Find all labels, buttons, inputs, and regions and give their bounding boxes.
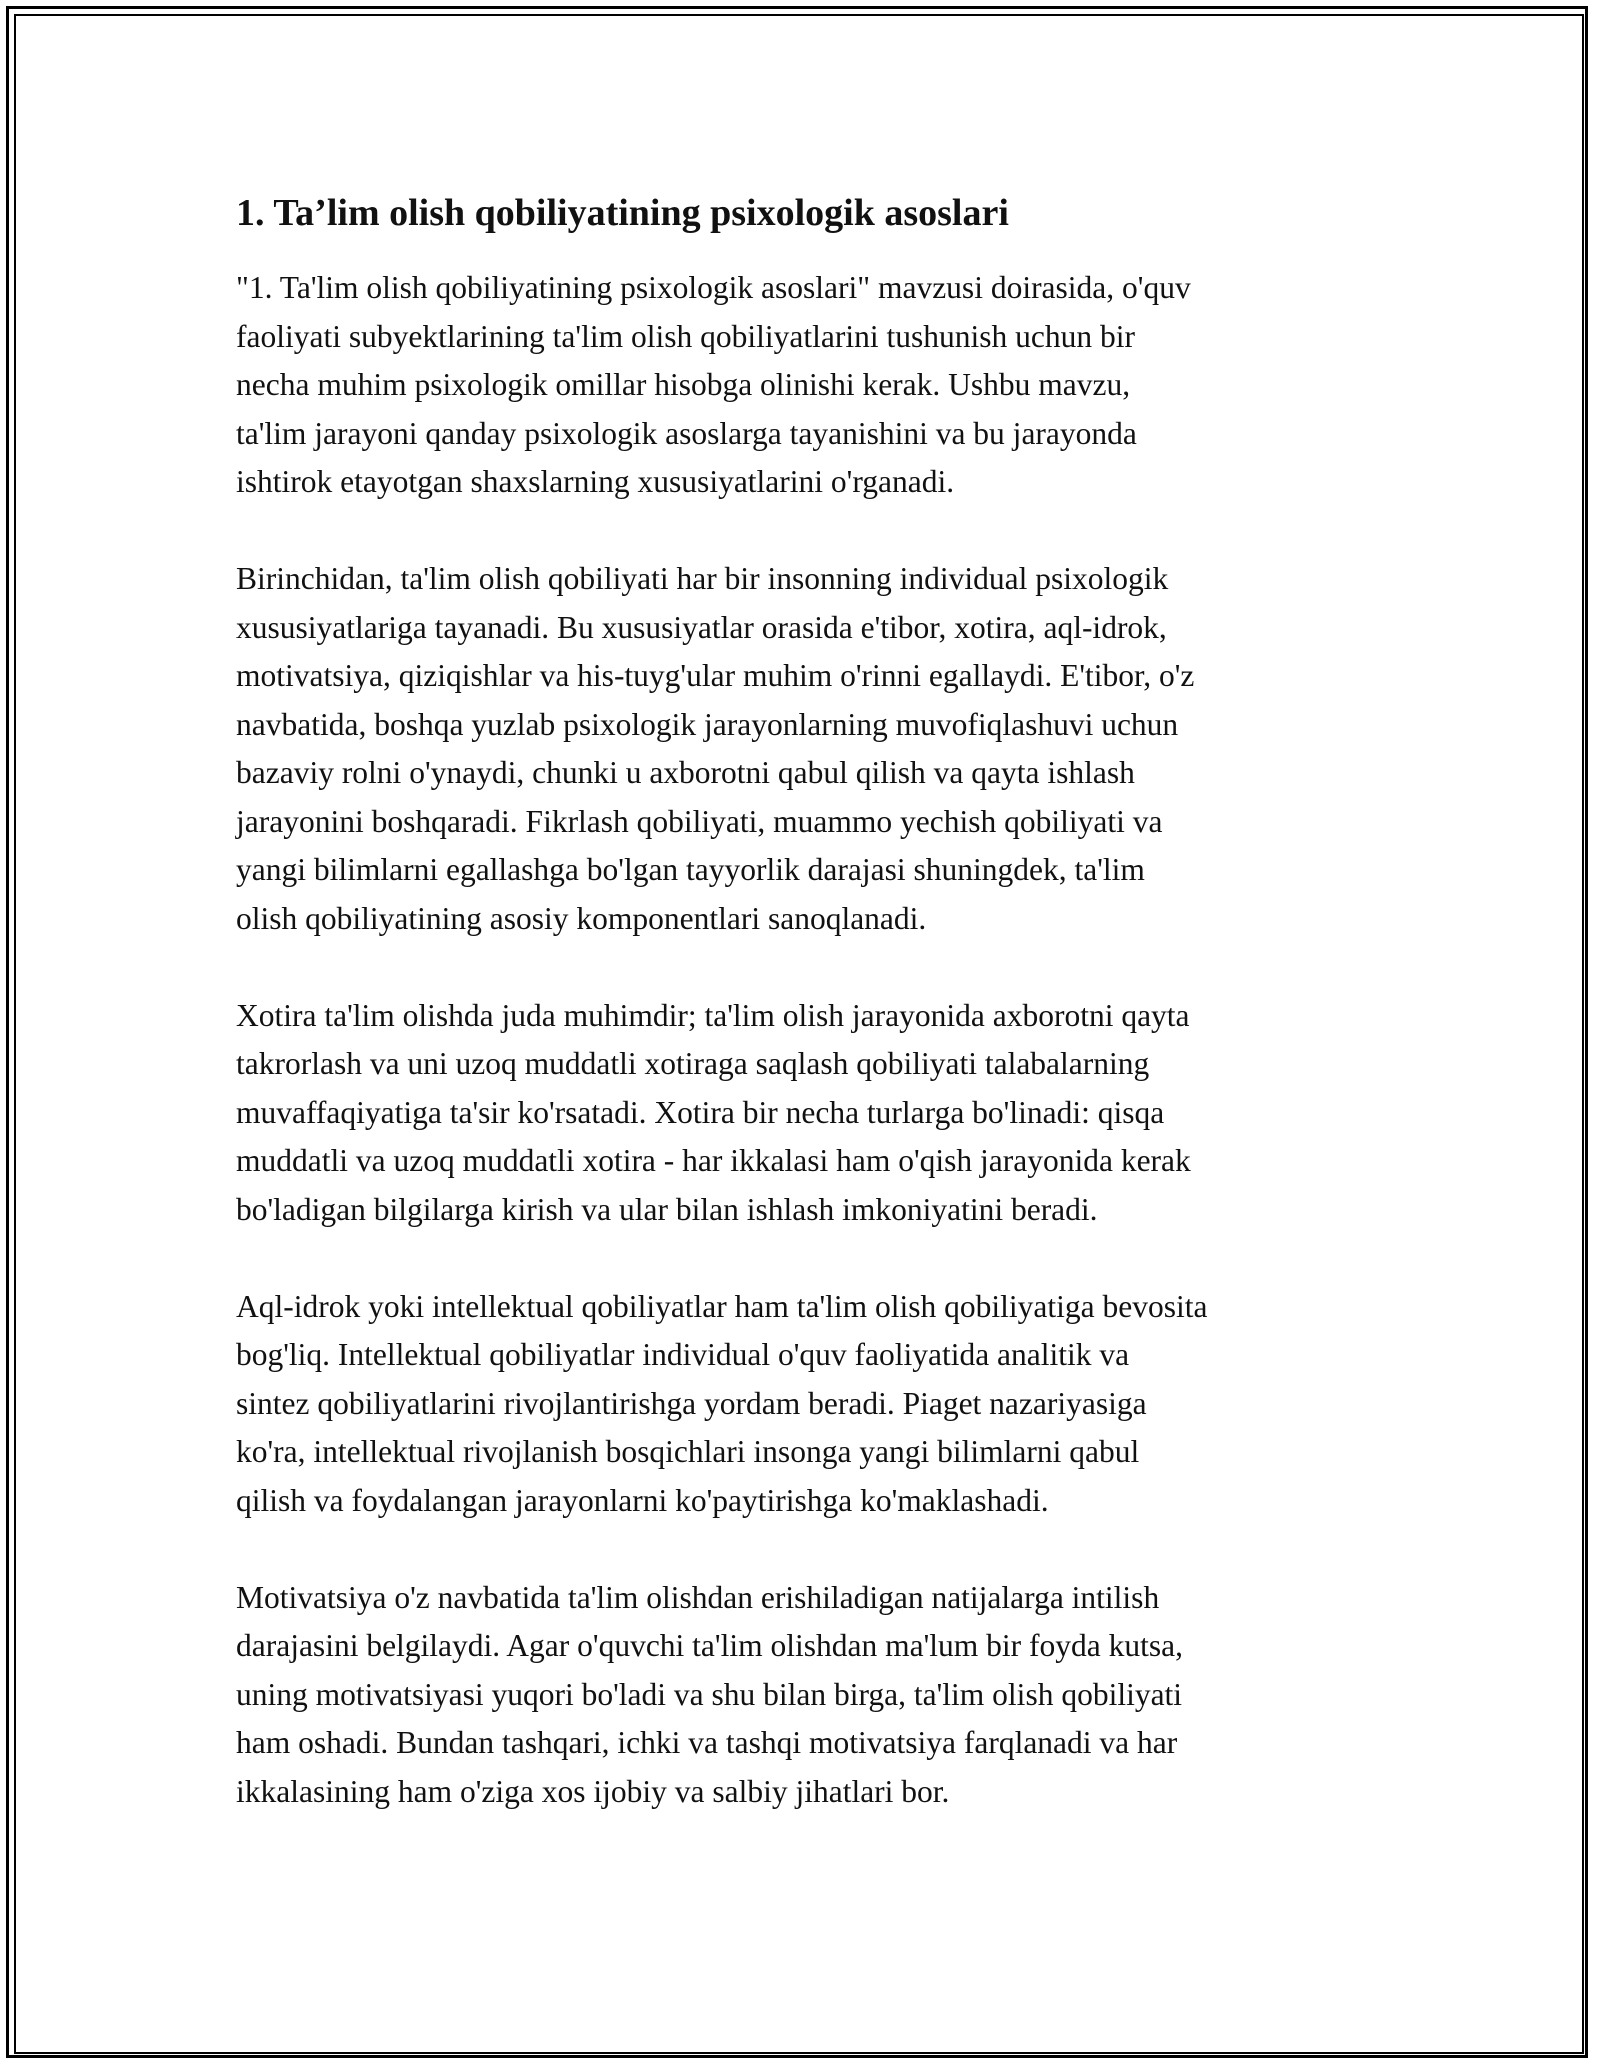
text-line: bazaviy rolni o'ynaydi, chunki u axborotni qabul qilish va qayta ishlash xyxy=(236,755,1135,790)
text-line: ikkalasining ham o'ziga xos ijobiy va salbiy jihatlari bor. xyxy=(236,1773,950,1809)
text-line: uning motivatsiyasi yuqori bo'ladi va shu bilan birga, ta'lim olish qobiliyati xyxy=(236,1676,1183,1712)
text-line: qilish va foydalangan jarayonlarni ko'paytirishga ko'maklashadi. xyxy=(236,1482,1049,1518)
text-line: ishtirok etayotgan shaxslarning xususiyatlarini o'rganadi. xyxy=(236,464,955,499)
paragraph-motivation xyxy=(236,1574,1376,1817)
text-line: "1. Ta'lim olish qobiliyatining psixologik asoslari" mavzusi doirasida, o'quv xyxy=(236,270,1191,305)
paragraph-individual-traits xyxy=(236,555,1376,943)
text-line: motivatsiya, qiziqishlar va his-tuyg'ular muhim o'rinni egallaydi. E'tibor, o'z xyxy=(236,658,1195,693)
text-line: Motivatsiya o'z navbatida ta'lim olishdan erishiladigan natijalarga intilish xyxy=(236,1579,1160,1615)
paragraph-intro xyxy=(236,264,1376,507)
text-line: faoliyati subyektlarining ta'lim olish qobiliyatlarini tushunish uchun bir xyxy=(236,318,1135,354)
text-line: Aql-idrok yoki intellektual qobiliyatlar ham ta'lim olish qobiliyatiga bevosita xyxy=(236,1288,1208,1324)
section-title: 1. Ta’lim olish qobiliyatining psixologik asoslari xyxy=(236,192,1009,234)
text-line: muddatli va uzoq muddatli xotira - har ikkalasi ham o'qish jarayonida kerak xyxy=(236,1143,1191,1178)
text-line: xususiyatlariga tayanadi. Bu xususiyatlar orasida e'tibor, xotira, aql-idrok, xyxy=(236,609,1167,645)
text-line: bo'ladigan bilgilarga kirish va ular bilan ishlash imkoniyatini beradi. xyxy=(236,1191,1098,1227)
text-line: bog'liq. Intellektual qobiliyatlar individual o'quv faoliyatida analitik va xyxy=(236,1337,1130,1372)
text-line: olish qobiliyatining asosiy komponentlari sanoqlanadi. xyxy=(236,900,927,936)
text-line: ham oshadi. Bundan tashqari, ichki va tashqi motivatsiya farqlanadi va har xyxy=(236,1725,1178,1760)
paragraph-memory xyxy=(236,992,1376,1235)
text-line: ko'ra, intellektual rivojlanish bosqichlari insonga yangi bilimlarni qabul xyxy=(236,1434,1140,1469)
text-line: muvaffaqiyatiga ta'sir ko'rsatadi. Xotira bir necha turlarga bo'linadi: qisqa xyxy=(236,1094,1165,1130)
text-line: necha muhim psixologik omillar hisobga olinishi kerak. Ushbu mavzu, xyxy=(236,367,1131,402)
text-line: darajasini belgilaydi. Agar o'quvchi ta'lim olishdan ma'lum bir foyda kutsa, xyxy=(236,1628,1183,1663)
text-line: Xotira ta'lim olishda juda muhimdir; ta'lim olish jarayonida axborotni qayta xyxy=(236,997,1190,1033)
document-body xyxy=(236,188,1376,1865)
text-line: yangi bilimlarni egallashga bo'lgan tayyorlik darajasi shuningdek, ta'lim xyxy=(236,852,1145,887)
text-line: takrorlash va uni uzoq muddatli xotiraga saqlash qobiliyati talabalarning xyxy=(236,1046,1150,1081)
text-line: sintez qobiliyatlarini rivojlantirishga yordam beradi. Piaget nazariyasiga xyxy=(236,1385,1147,1421)
text-line: Birinchidan, ta'lim olish qobiliyati har bir insonning individual psixologik xyxy=(236,561,1169,596)
paragraph-intellect xyxy=(236,1283,1376,1526)
text-line: navbatida, boshqa yuzlab psixologik jarayonlarning muvofiqlashuvi uchun xyxy=(236,706,1179,742)
text-line: jarayonini boshqaradi. Fikrlash qobiliyati, muammo yechish qobiliyati va xyxy=(236,803,1163,839)
text-line: ta'lim jarayoni qanday psixologik asoslarga tayanishini va bu jarayonda xyxy=(236,415,1137,451)
